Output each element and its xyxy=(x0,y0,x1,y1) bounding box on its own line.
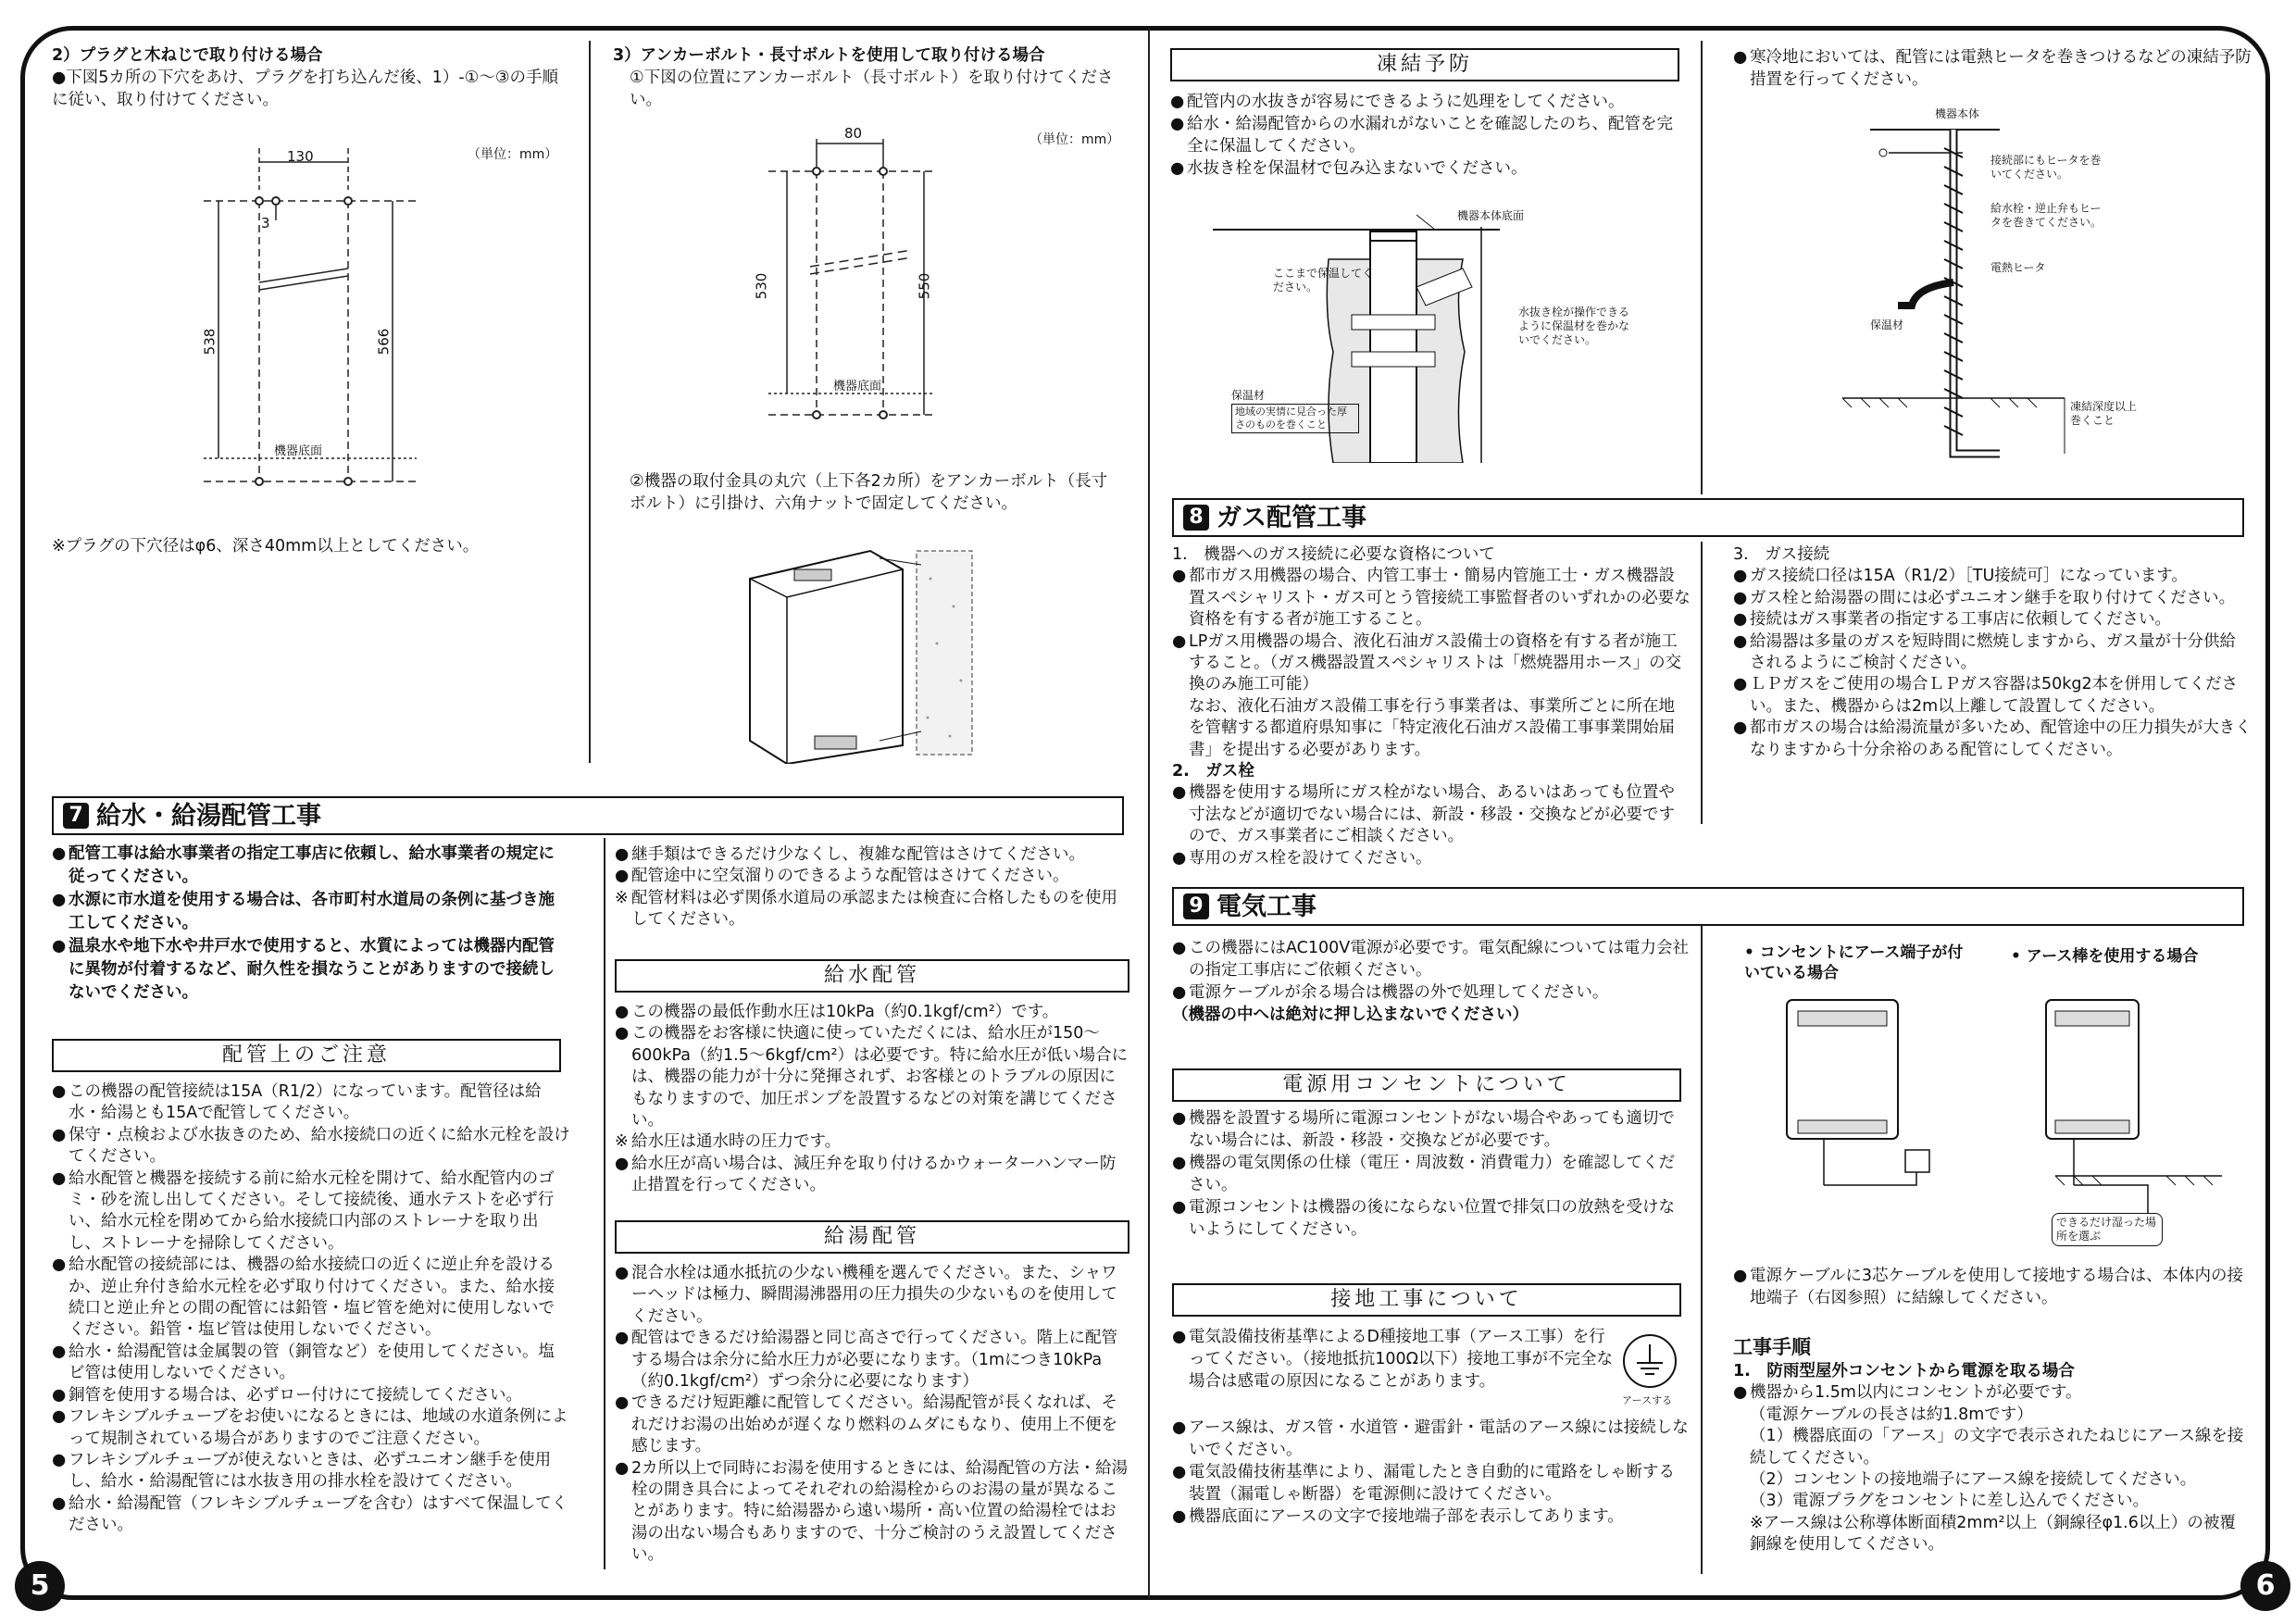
anchor-step2 xyxy=(613,470,1113,515)
caution-header: 配管上のご注意 xyxy=(52,1039,561,1072)
gas-subheading: 1. 機器へのガス接続に必要な資格について xyxy=(1172,545,1495,564)
caution-item: ● 銅管を使用する場合は、必ずロー付けにて接続してください。 xyxy=(52,1385,570,1406)
outlet-item: ● 機器の電気関係の仕様（電圧・周波数・消費電力）を確認してください。 xyxy=(1172,1152,1691,1196)
freeze-list xyxy=(1170,91,1689,180)
gas-item-cont: なお、液化石油ガス設備工事を行う事業者は、事業所ごとに所在地を管轄する都道府県知事に「特定液化石油ガス設備工事事業開始届書」を提出する必要があります。 xyxy=(1189,696,1675,759)
dim-538: 538 xyxy=(201,328,218,356)
base-label: 機器底面 xyxy=(833,380,882,394)
caution-list xyxy=(52,1081,570,1537)
page-number-left: 5 xyxy=(15,1561,65,1611)
fig-left-caption-text: コンセントにアース端子が付いている場合 xyxy=(1744,943,1964,982)
supply-item: ● 給水圧が高い場合は、減圧弁を取り付けるかウォーターハンマー防止措置を行ってください。 xyxy=(615,1154,1129,1197)
hot-item: ● 混合水栓は通水抵抗の少ない機種を選んでください。また、シャワーヘッドは極力、瞬間湯沸器用の圧力損失の少ないものを使用してください。 xyxy=(615,1263,1129,1328)
gas-subheading: 2. ガス栓 xyxy=(1172,762,1254,781)
cold-item: ● 寒冷地においては、配管には電熱ヒータを巻きつけるなどの凍結予防措置を行ってください。 xyxy=(1733,46,2252,91)
diagram-label: 接続部にもヒータを巻いてください。 xyxy=(1990,154,2102,181)
dim-566: 566 xyxy=(375,328,393,356)
column-divider xyxy=(1701,41,1703,494)
section-9-number: 9 xyxy=(1183,893,1209,919)
electric-warning: （機器の中へは絶対に押し込まないでください） xyxy=(1172,1006,1529,1024)
outlet-header: 電源用コンセントについて xyxy=(1172,1068,1681,1102)
gas-item: ● 都市ガス用機器の場合、内管工事士・簡易内管施工士・ガス機器設置スペシャリスト・ガス可とう管接続工事監督者のいずれかの必要な資格を有する者が施工すること。 xyxy=(1172,566,1691,631)
diagram-label: 保温材 xyxy=(1231,389,1266,402)
caution-item: ● 保守・点検および水抜きのため、給水接続口の近くに給水元栓を設けてください。 xyxy=(52,1125,570,1168)
diagram-label: 地域の実情に見合った厚さのものを巻くこと xyxy=(1231,404,1359,433)
piping-ref: ※ 配管材料は必ず関係水道局の承認または検査に合格したものを使用してください。 xyxy=(615,888,1129,931)
outlet-item: ● 機器を設置する場所に電源コンセントがない場合やあっても適切でない場合には、新設・移設・交換などが必要です。 xyxy=(1172,1107,1691,1152)
caution-item: ● 給水配管と機器を接続する前に給水元栓を開けて、給水配管内のゴミ・砂を流し出してください。そして接続後、通水テストを必ず行い、給水元栓を閉めてから給水接続口内部のストレーナを取り出し、ストレーナを掃除してください。 xyxy=(52,1168,570,1255)
section-7-number: 7 xyxy=(63,803,89,829)
gas-subheading: 3. ガス接続 xyxy=(1733,545,1830,564)
hot-item: ● 配管はできるだけ給湯器と同じ高さで行ってください。階上に配管する場合は余分に給水圧力が必要になります。（1mにつき10kPa（約0.1kgf/cm²）ずつ余分に必要になります） xyxy=(615,1328,1129,1393)
anchor-bolt-section xyxy=(613,44,1131,111)
diagram-label: 電熱ヒータ xyxy=(1990,261,2046,274)
dim-530: 530 xyxy=(753,272,770,300)
gas-item: ● LPガス用機器の場合、液化石油ガス設備士の資格を有する者が施工すること。（ガス機器設置スペシャリストは「燃焼器用ホース」の交換のみ施工可能） xyxy=(1172,631,1691,696)
plug-mount-heading: 2）プラグと木ねじで取り付ける場合 xyxy=(52,46,323,65)
base-label: 機器底面 xyxy=(274,444,323,458)
caution-item: ● フレキシブルチューブが使えないときは、必ずユニオン継手を使用し、給水・給湯配管には水抜き用の排水栓を設けてください。 xyxy=(52,1450,570,1493)
hot-item: ● できるだけ短距離に配管してください。給湯配管が長くなれば、それだけお湯の出始めが遅くなり燃料のムダにもなり、使用上不便を感じます。 xyxy=(615,1393,1129,1457)
column-divider xyxy=(1701,542,1703,824)
unit-label: （単位：mm） xyxy=(468,147,558,162)
procedure-step: （3）電源プラグをコンセントに差し込んでください。 xyxy=(1750,1492,2150,1511)
ground-item: ● 機器底面にアースの文字で接地端子部を表示してあります。 xyxy=(1172,1505,1691,1528)
ground-item: ● 電気設備技術基準によるD種接地工事（アース工事）を行ってください。（接地抵抗100Ω以下）接地工事が不完全な場合は感電の原因になることがあります。 xyxy=(1172,1326,1616,1393)
gas-item: ● 都市ガスの場合は給湯流量が多いため、配管途中の圧力損失が大きくなりますから十分余裕のある配管にしてください。 xyxy=(1733,718,2252,761)
cold-area-note xyxy=(1733,46,2252,91)
diagram-label: 水抜き栓が操作できるように保温材を巻かないでください。 xyxy=(1518,306,1630,346)
gas-item: ● ＬＰガスをご使用の場合ＬＰガス容器は50kg2本を併用してください。また、機器からは2m以上離して設置してください。 xyxy=(1733,674,2252,718)
procedure-ref: ※アース線は公称導体断面積2mm²以上（銅線径φ1.6以上）の被覆銅線を使用してください。 xyxy=(1750,1513,2236,1555)
caution-item: ● この機器の配管接続は15A（R1/2）になっています。配管径は給水・給湯とも15Aで配管してください。 xyxy=(52,1081,570,1125)
diagram-label: 機器本体 xyxy=(1935,107,1980,120)
caution-item: ● 給水・給湯配管（フレキシブルチューブを含む）はすべて保温してください。 xyxy=(52,1493,570,1537)
ground-item-first xyxy=(1172,1326,1616,1393)
electric-item: ● この機器にはAC100V電源が必要です。電気配線については電力会社の指定工事店にご依頼ください。 xyxy=(1172,937,1691,981)
section-8-number: 8 xyxy=(1183,505,1209,531)
procedure-title: 工事手順 xyxy=(1733,1336,1811,1358)
gas-item: ● 機器を使用する場所にガス栓がない場合、あるいはあっても位置や寸法などが適切でない場合には、新設・移設・交換などが必要ですので、ガス事業者にご相談ください。 xyxy=(1172,782,1691,847)
caution-item: ● 給水配管の接続部には、機器の給水接続口の近くに逆止弁を設けるか、逆止弁付き給水元栓を必ず取り付けてください。また、給水接続口と逆止弁との間の配管には鉛管・塩ビ管を絶対に使用しないでください。鉛管・塩ビ管は使用しないでください。 xyxy=(52,1255,570,1342)
outlet-item: ● 電源コンセントは機器の後にならない位置で排気口の放熱を受けないようにしてください。 xyxy=(1172,1196,1691,1241)
plug-mount-body: ●下図5カ所の下穴をあけ、プラグを打ち込んだ後、1）-①～③の手順に従い、取り付けてください。 xyxy=(52,69,559,109)
hot-item: ● 2カ所以上で同時にお湯を使用するときには、給湯配管の方法・給湯栓の開き具合によってそれぞれの給湯栓からのお湯の量が異なることがあります。特に給湯器から遠い場所・高い位置の給湯栓ではお湯の出ない場合もありますので、十分ご検討のうえ設置してください。 xyxy=(615,1458,1129,1567)
fig-note: できるだけ湿った場所を選ぶ xyxy=(2052,1213,2163,1246)
supply-list xyxy=(615,1002,1129,1197)
section-9-title: 電気工事 xyxy=(1217,893,1316,921)
page-divider xyxy=(1148,28,1150,1598)
ground-header: 接地工事について xyxy=(1172,1283,1681,1317)
unit-label: （単位：mm） xyxy=(1029,132,1120,147)
gas-connection xyxy=(1733,544,2252,761)
supply-header: 給水配管 xyxy=(615,959,1129,993)
procedure-heading: 1. 防雨型屋外コンセントから電源を取る場合 xyxy=(1733,1362,2075,1380)
ground-item: ● アース線は、ガス管・水道管・避雷針・電話のアース線には接続しないでください。 xyxy=(1172,1417,1691,1461)
page-number-right: 6 xyxy=(2240,1561,2290,1611)
gas-item: ● 接続はガス事業者の指定する工事店に依頼してください。 xyxy=(1733,609,2252,631)
dim-130: 130 xyxy=(287,148,314,165)
sec7-col2-top xyxy=(615,844,1129,931)
fig-left-caption: • コンセントにアース端子が付いている場合 xyxy=(1744,943,1964,982)
piping-item: ● 継手類はできるだけ少なくし、複雑な配管はさけてください。 xyxy=(615,844,1129,866)
hot-list xyxy=(615,1263,1129,1567)
anchor-step1: ①下図の位置にアンカーボルト（長寸ボルト）を取り付けてください。 xyxy=(630,69,1114,109)
electric-intro xyxy=(1172,937,1691,1026)
diagram-label: 機器本体底面 xyxy=(1457,209,1525,222)
gas-item: ● ガス接続口径は15A（R1/2）［TU接続可］になっています。 xyxy=(1733,566,2252,587)
dim-3: 3 xyxy=(261,215,270,231)
grounding-diagram xyxy=(1778,991,2259,1250)
ground-list xyxy=(1172,1417,1691,1528)
hot-header: 給湯配管 xyxy=(615,1220,1129,1254)
procedure-sub: （電源ケーブルの長さは約1.8mです） xyxy=(1750,1405,2033,1424)
diagram-label: ここまで保温してください。 xyxy=(1273,267,1374,294)
freeze-item: ● 配管内の水抜きが容易にできるように処理をしてください。 xyxy=(1170,91,1689,113)
gas-item: ● 給湯器は多量のガスを短時間に燃焼しますから、ガス量が十分供給されるようにご検討ください。 xyxy=(1733,631,2252,675)
anchor-heading: 3）アンカーボルト・長寸ボルトを使用して取り付ける場合 xyxy=(613,46,1045,65)
procedure xyxy=(1733,1333,2252,1556)
freeze-header: 凍結予防 xyxy=(1170,48,1679,81)
anchor-step2-text: ②機器の取付金具の丸穴（上下各2カ所）をアンカーボルト（長寸ボルト）に引掛け、六角ナットで固定してください。 xyxy=(630,472,1108,513)
diagram-label: 保温材 xyxy=(1870,319,1904,331)
freeze-item: ● 水抜き栓を保温材で包み込まないでください。 xyxy=(1170,157,1689,180)
heater-mount-illustration xyxy=(731,542,981,764)
section-8-title: ガス配管工事 xyxy=(1217,504,1366,532)
supply-ref: ※ 給水圧は通水時の圧力です。 xyxy=(615,1131,1129,1153)
ground-item: ● 電気設備技術基準により、漏電したとき自動的に電路をしゃ断する装置（漏電しゃ断器）を電源側に設けてください。 xyxy=(1172,1461,1691,1505)
diagram-label: 凍結深度以上巻くこと xyxy=(2070,400,2138,427)
electric-item: ● 電源ケーブルが余る場合は機器の外で処理してください。 xyxy=(1172,981,1691,1004)
intro-item: ● 温泉水や地下水や井戸水で使用すると、水質によっては機器内配管に異物が付着するなど、耐久性を損なうことがありますので接続しないでください。 xyxy=(52,935,570,1005)
procedure-step: （1）機器底面の「アース」の文字で表示されたねじにアース線を接続してください。 xyxy=(1750,1427,2244,1468)
outlet-list xyxy=(1172,1107,1691,1241)
intro-item: ● 水源に市水道を使用する場合は、各市町村水道局の条例に基づき施工してください。 xyxy=(52,889,570,935)
dim-80: 80 xyxy=(844,125,863,142)
freeze-item: ● 給水・給湯配管からの水漏れがないことを確認したのち、配管を完全に保温してください。 xyxy=(1170,113,1689,157)
cable-item: ● 電源ケーブルに3芯ケーブルを使用して接地する場合は、本体内の接地端子（右図参照）に結線してください。 xyxy=(1733,1265,2252,1309)
fig-right-caption-text: アース棒を使用する場合 xyxy=(2026,947,2199,966)
earth-icon xyxy=(1620,1333,1685,1398)
fig-right-caption: • アース棒を使用する場合 xyxy=(2011,947,2199,966)
sec7-intro xyxy=(52,843,570,1005)
column-divider xyxy=(589,41,591,763)
intro-item: ● 配管工事は給水事業者の指定工事店に依頼し、給水事業者の規定に従ってください。 xyxy=(52,843,570,889)
plug-mount-section xyxy=(52,44,570,111)
caution-item: ● フレキシブルチューブをお使いになるときには、地域の水道条例によって規制されている場合がありますのでご注意ください。 xyxy=(52,1406,570,1450)
plug-hole-diagram xyxy=(185,139,463,500)
piping-item: ● 配管途中に空気溜りのできるような配管はさけてください。 xyxy=(615,866,1129,887)
procedure-item: ● 機器から1.5m以内にコンセントが必要です。 xyxy=(1733,1382,2252,1404)
section-8-header xyxy=(1172,498,2244,537)
gas-qualification xyxy=(1172,544,1691,869)
section-7-header xyxy=(52,796,1124,835)
section-9-header xyxy=(1172,887,2244,926)
cable-note xyxy=(1733,1265,2252,1309)
diagram-label: 給水栓・逆止弁もヒータを巻きてください。 xyxy=(1990,202,2103,229)
gas-item: ● 専用のガス栓を設けてください。 xyxy=(1172,848,1691,869)
earth-icon-label: アースする xyxy=(1622,1394,1673,1406)
dim-550: 550 xyxy=(916,272,933,300)
plug-note: ※プラグの下穴径はφ6、深さ40mm以上としてください。 xyxy=(52,537,480,556)
column-divider xyxy=(1701,926,1703,1574)
gas-item: ● ガス栓と給湯器の間には必ずユニオン継手を取り付けてください。 xyxy=(1733,588,2252,609)
supply-item: ● この機器をお客様に快適に使っていただくには、給水圧が150～600kPa（約1.5～6kgf/cm²）は必要です。特に給水圧が低い場合には、機器の能力が十分に発揮されず、お客様とのトラブルの原因にもなりますので、加圧ポンプを設置するなどの対策を講じてください。 xyxy=(615,1023,1129,1131)
section-7-title: 給水・給湯配管工事 xyxy=(96,802,321,831)
column-divider xyxy=(604,838,605,1569)
procedure-step: （2）コンセントの接地端子にアース線を接続してください。 xyxy=(1750,1470,2197,1490)
caution-item: ● 給水・給湯配管は金属製の管（銅管など）を使用してください。塩ビ管は使用しないでください。 xyxy=(52,1342,570,1385)
supply-item: ● この機器の最低作動水圧は10kPa（約0.1kgf/cm²）です。 xyxy=(615,1002,1129,1023)
